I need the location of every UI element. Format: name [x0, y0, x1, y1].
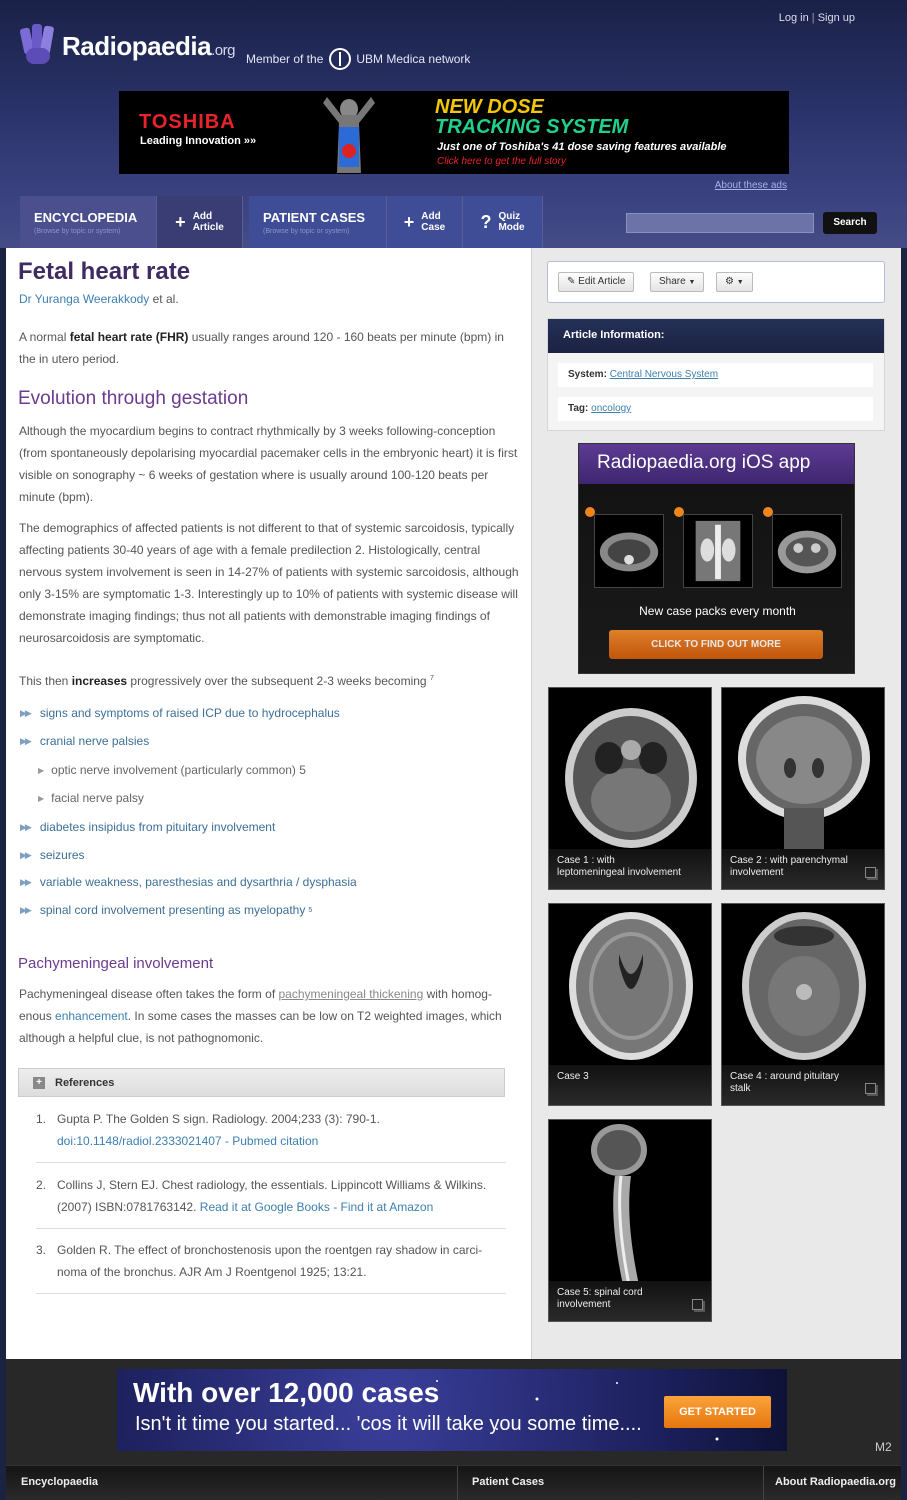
ios-app-ad[interactable]: [578, 443, 855, 674]
sidebar: [531, 248, 901, 1359]
double-chevron-icon: ▶▶: [20, 876, 30, 887]
link-enhancement[interactable]: enhancement: [55, 1009, 128, 1023]
system-link[interactable]: Central Nervous System: [609, 369, 719, 380]
login-link[interactable]: Log in: [778, 12, 809, 24]
main-nav: [20, 196, 543, 248]
info-system-row: System: Central Nervous System: [558, 363, 873, 387]
double-chevron-icon: ▶▶: [20, 735, 30, 746]
stack-icon: [865, 1083, 876, 1094]
case-thumbnail[interactable]: [721, 903, 885, 1106]
footer-encyclopaedia-link[interactable]: Encyclopaedia: [21, 1476, 99, 1488]
case-caption: Case 3: [549, 1065, 711, 1105]
ct-scan-thumbnail: [772, 514, 842, 588]
author-link[interactable]: Dr Yuranga Weerakkody: [19, 292, 150, 306]
link-pachymeningeal-thickening[interactable]: pachymeningeal thickening: [278, 987, 424, 1001]
paragraph-2: The demographics of affected patients is not different to that of systemic sarcoidosis, typically affecting patients 30-40 years of age with a female predilection 2. Histologically, central nervous system involvement is seen in 14-27% of patients with systemic sarcoidosis, although only 3-15% are symptomatic 1-3. Interestingly up to 10% of patients with systemic disease will demonstrate imaging findings; thus not all patients with demonstrable imaging findings of neurosarcoidosis are symptomatic.: [19, 521, 519, 645]
page-title: Fetal heart rate: [18, 258, 191, 285]
footer-divider: [457, 1466, 458, 1500]
caret-down-icon: ▼: [688, 279, 696, 286]
ad-cta[interactable]: Click here to get the full story: [437, 156, 566, 167]
author-line: Dr Yuranga Weerakkody et al.: [19, 292, 179, 306]
double-chevron-icon: ▶▶: [20, 849, 30, 860]
references-toggle[interactable]: + References: [18, 1068, 505, 1097]
case-thumbnail[interactable]: [721, 687, 885, 890]
reference-item: 1. Gupta P. The Golden S sign. Radiology. 2004;233 (3): 790-1. doi:10.1148/radiol.2333021407 - Pubmed citation: [36, 1108, 506, 1163]
mri-image: [549, 1120, 712, 1285]
ad-subtext: Just one of Toshiba's 41 dose saving features available: [437, 141, 727, 153]
mri-image: [722, 688, 885, 853]
logo-text: Radiopaedia.org: [62, 30, 235, 61]
bottom-ad-subtext: Isn't it time you started... 'cos it will take you some time....: [135, 1413, 642, 1435]
footer-divider: [763, 1466, 764, 1500]
ad-brand-tagline: Leading Innovation »»: [140, 135, 257, 147]
site-footer: [6, 1465, 901, 1500]
search-button[interactable]: Search: [823, 212, 877, 234]
gear-icon: ⚙: [725, 276, 734, 287]
paragraph-4: Pachymeningeal disease often takes the form of pachymeningeal thickening with homog-enous enhancement. In some cases the masses can be low on T2 weighted images, which although a helpful clue, is not pathognomonic.: [19, 987, 502, 1045]
case-caption: Case 1 : with leptomeningeal involvement: [549, 849, 711, 889]
heading-pachymeningeal: Pachymeningeal involvement: [18, 955, 214, 972]
site-header: [0, 0, 907, 248]
double-chevron-icon: ▶▶: [20, 707, 30, 718]
logo-icon: [18, 22, 58, 70]
case-thumbnail[interactable]: [548, 1119, 712, 1322]
about-ads-link[interactable]: About these ads: [714, 180, 787, 191]
double-chevron-icon: ▶▶: [20, 821, 30, 832]
nav-patient-cases[interactable]: PATIENT CASES (Browse by topic or system): [249, 196, 387, 248]
logo[interactable]: [18, 22, 235, 70]
version-label: M2: [875, 1440, 892, 1454]
case-caption: Case 2 : with parenchymal involvement: [722, 849, 884, 889]
member-label: Member of the: [246, 52, 324, 66]
article-content: [6, 248, 531, 1359]
pencil-icon: ✎: [567, 276, 576, 287]
question-icon: ?: [480, 211, 492, 232]
plus-icon: +: [403, 211, 415, 232]
list-item[interactable]: ▶▶ seizures: [20, 848, 85, 862]
nav-add-article[interactable]: + Add Article: [157, 196, 243, 248]
list-item[interactable]: ▶▶ diabetes insipidus from pituitary involvement: [20, 820, 276, 834]
list-item[interactable]: ▶▶ cranial nerve palsies: [20, 734, 150, 748]
auth-links: Log in | Sign up: [778, 12, 855, 24]
ct-scan-thumbnail: [594, 514, 664, 588]
member-network: [246, 48, 470, 70]
info-title: Article Information:: [548, 319, 884, 353]
top-banner-ad[interactable]: [119, 91, 789, 174]
signup-link[interactable]: Sign up: [817, 12, 855, 24]
reference-link[interactable]: doi:10.1148/radiol.2333021407 - Pubmed citation: [57, 1134, 319, 1148]
ad-headline-1: NEW DOSE: [435, 96, 544, 118]
reference-item: 2. Collins J, Stern EJ. Chest radiology, the essentials. Lippincott Williams & Wilkins. (2007) ISBN:0781763142. Read it at Google Books - Find it at Amazon: [36, 1174, 506, 1229]
list-item[interactable]: ▶▶ spinal cord involvement presenting as myelopathy 5: [20, 903, 313, 917]
stack-icon: [865, 867, 876, 878]
double-chevron-icon: ▶▶: [20, 904, 30, 915]
reference-item: 3. Golden R. The effect of bronchostenosis upon the roentgen ray shadow in carci-noma of the bronchus. AJR Am J Roentgenol 1925; 13:21.: [36, 1239, 506, 1294]
article-information: [547, 318, 885, 431]
get-started-button[interactable]: GET STARTED: [664, 1396, 771, 1428]
chevron-right-icon: ▶: [38, 793, 43, 803]
case-thumbnail[interactable]: [548, 903, 712, 1106]
mri-image: [722, 904, 885, 1069]
list-subitem: ▶ facial nerve palsy: [38, 791, 144, 805]
article-tools: [547, 261, 885, 303]
case-caption: Case 4 : around pituitary stalk: [722, 1065, 884, 1105]
ad-brand: TOSHIBA: [139, 111, 236, 133]
footer-about-link[interactable]: About Radiopaedia.org: [775, 1476, 896, 1488]
bottom-banner-ad[interactable]: [117, 1369, 787, 1451]
list-item[interactable]: ▶▶ variable weakness, paresthesias and dysarthria / dysphasia: [20, 875, 357, 889]
mri-image: [549, 688, 712, 853]
edit-article-button[interactable]: ✎ Edit Article: [558, 272, 634, 292]
ct-scan-thumbnail: [683, 514, 753, 588]
settings-button[interactable]: [716, 272, 753, 292]
nav-add-case[interactable]: + Add Case: [387, 196, 463, 248]
ios-find-out-button[interactable]: CLICK TO FIND OUT MORE: [609, 630, 823, 659]
nav-quiz-mode[interactable]: ? Quiz Mode: [463, 196, 543, 248]
case-thumbnail[interactable]: [548, 687, 712, 890]
nav-encyclopedia[interactable]: ENCYCLOPEDIA (Browse by topic or system): [20, 196, 157, 248]
ios-ad-title: Radiopaedia.org iOS app: [579, 444, 854, 484]
ad-body-scan-icon: [319, 93, 379, 173]
list-item[interactable]: ▶▶ signs and symptoms of raised ICP due to hydrocephalus: [20, 706, 340, 720]
list-subitem: ▶ optic nerve involvement (particularly common) 5: [38, 763, 306, 777]
share-button[interactable]: Share ▼: [650, 272, 704, 292]
paragraph-3: This then increases progressively over the subsequent 2-3 weeks becoming $^7$: [19, 674, 434, 688]
reference-link[interactable]: Read it at Google Books - Find it at Amazon: [199, 1200, 434, 1214]
ad-headline-2: TRACKING SYSTEM: [435, 116, 629, 138]
mri-image: [549, 904, 712, 1069]
heading-evolution: Evolution through gestation: [18, 388, 249, 409]
intro-paragraph: A normal fetal heart rate (FHR) usually ranges around 120 - 160 beats per minute (bpm) in the in utero period.: [19, 330, 504, 366]
tag-link[interactable]: oncology: [591, 403, 632, 414]
caret-down-icon: ▼: [736, 279, 744, 286]
plus-icon: +: [175, 211, 186, 232]
footer-patient-cases-link[interactable]: Patient Cases: [472, 1476, 545, 1488]
ubm-logo-icon: [329, 48, 351, 70]
ios-ad-text: New case packs every month: [639, 604, 796, 618]
plus-icon: +: [33, 1077, 45, 1089]
search-input[interactable]: [626, 213, 814, 233]
stack-icon: [692, 1299, 703, 1310]
bottom-ad-headline: With over 12,000 cases: [133, 1377, 440, 1408]
info-tag-row: Tag: oncology: [558, 397, 873, 421]
case-caption: Case 5: spinal cord involvement: [549, 1281, 711, 1321]
paragraph-1: Although the myocardium begins to contract rhythmically by 3 weeks following-conception (from spontaneously depolarising myocardial pacemaker cells in the embryonic heart) it is first visible on sonography ~ 6 weeks of gestation where is usually around 100-120 beats per minute (bpm).: [19, 424, 518, 504]
chevron-right-icon: ▶: [38, 765, 43, 775]
network-name[interactable]: UBM Medica network: [356, 52, 471, 66]
